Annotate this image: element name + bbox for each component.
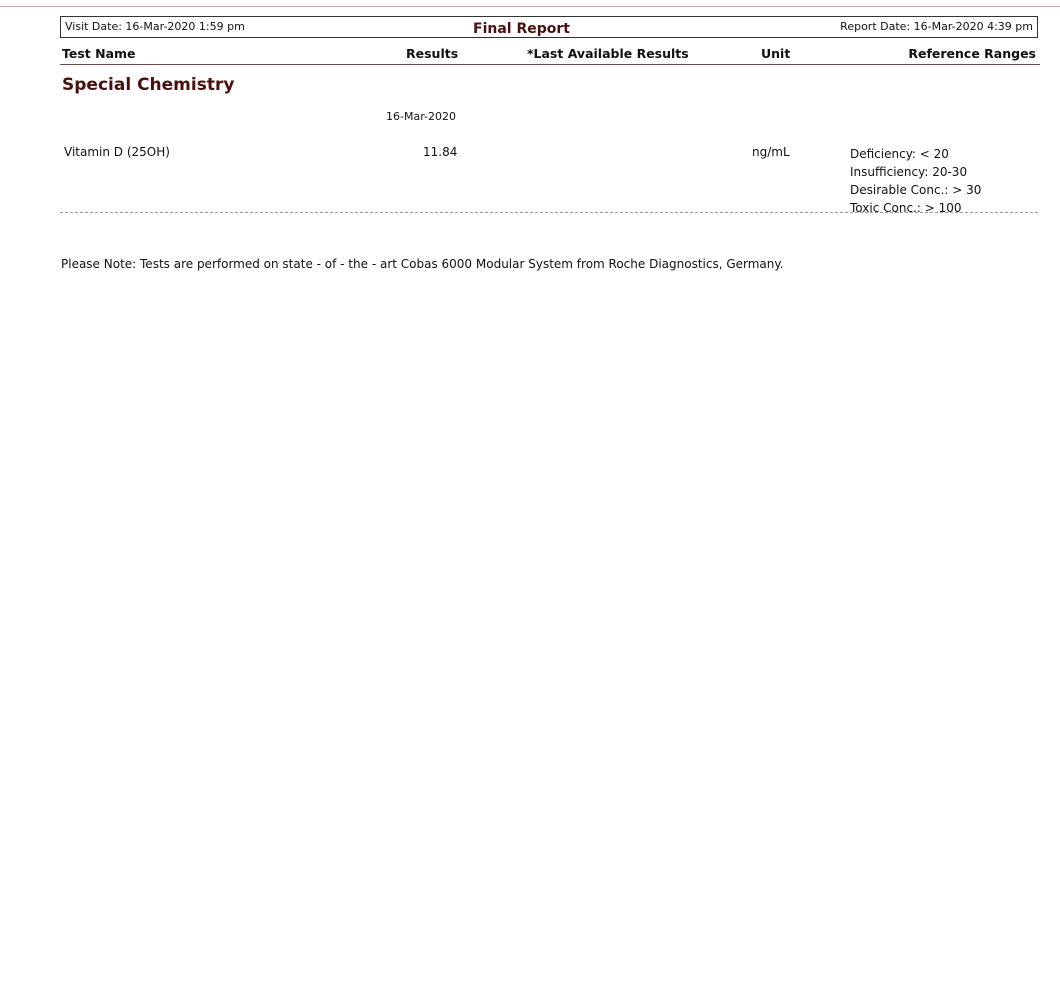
row-divider xyxy=(60,212,1038,213)
header-divider xyxy=(60,64,1040,65)
top-border-line xyxy=(0,6,1060,7)
reference-range-insufficiency: Insufficiency: 20-30 xyxy=(850,165,968,179)
report-header-box xyxy=(60,16,1038,38)
test-name: Vitamin D (25OH) xyxy=(64,145,170,159)
column-header-results: Results xyxy=(406,46,459,61)
report-date: Report Date: 16-Mar-2020 4:39 pm xyxy=(840,20,1033,33)
reference-range-desirable: Desirable Conc.: > 30 xyxy=(850,183,982,197)
column-header-last-available-results: *Last Available Results xyxy=(527,46,689,61)
test-result-value: 11.84 xyxy=(423,145,458,159)
section-title: Special Chemistry xyxy=(62,75,235,95)
column-header-reference-ranges: Reference Ranges xyxy=(908,46,1036,61)
reference-range-toxic: Toxic Conc.: > 100 xyxy=(850,201,962,215)
visit-date: Visit Date: 16-Mar-2020 1:59 pm xyxy=(65,20,245,33)
column-header-test-name: Test Name xyxy=(62,46,136,61)
reference-ranges xyxy=(850,145,981,217)
result-date: 16-Mar-2020 xyxy=(386,110,456,123)
footnote: Please Note: Tests are performed on state - of - the - art Cobas 6000 Modular System from Roche Diagnostics, Germany. xyxy=(61,257,784,271)
reference-range-deficiency: Deficiency: < 20 xyxy=(850,147,949,161)
test-unit: ng/mL xyxy=(752,145,790,159)
column-header-unit: Unit xyxy=(761,46,791,61)
report-title: Final Report xyxy=(473,21,570,37)
